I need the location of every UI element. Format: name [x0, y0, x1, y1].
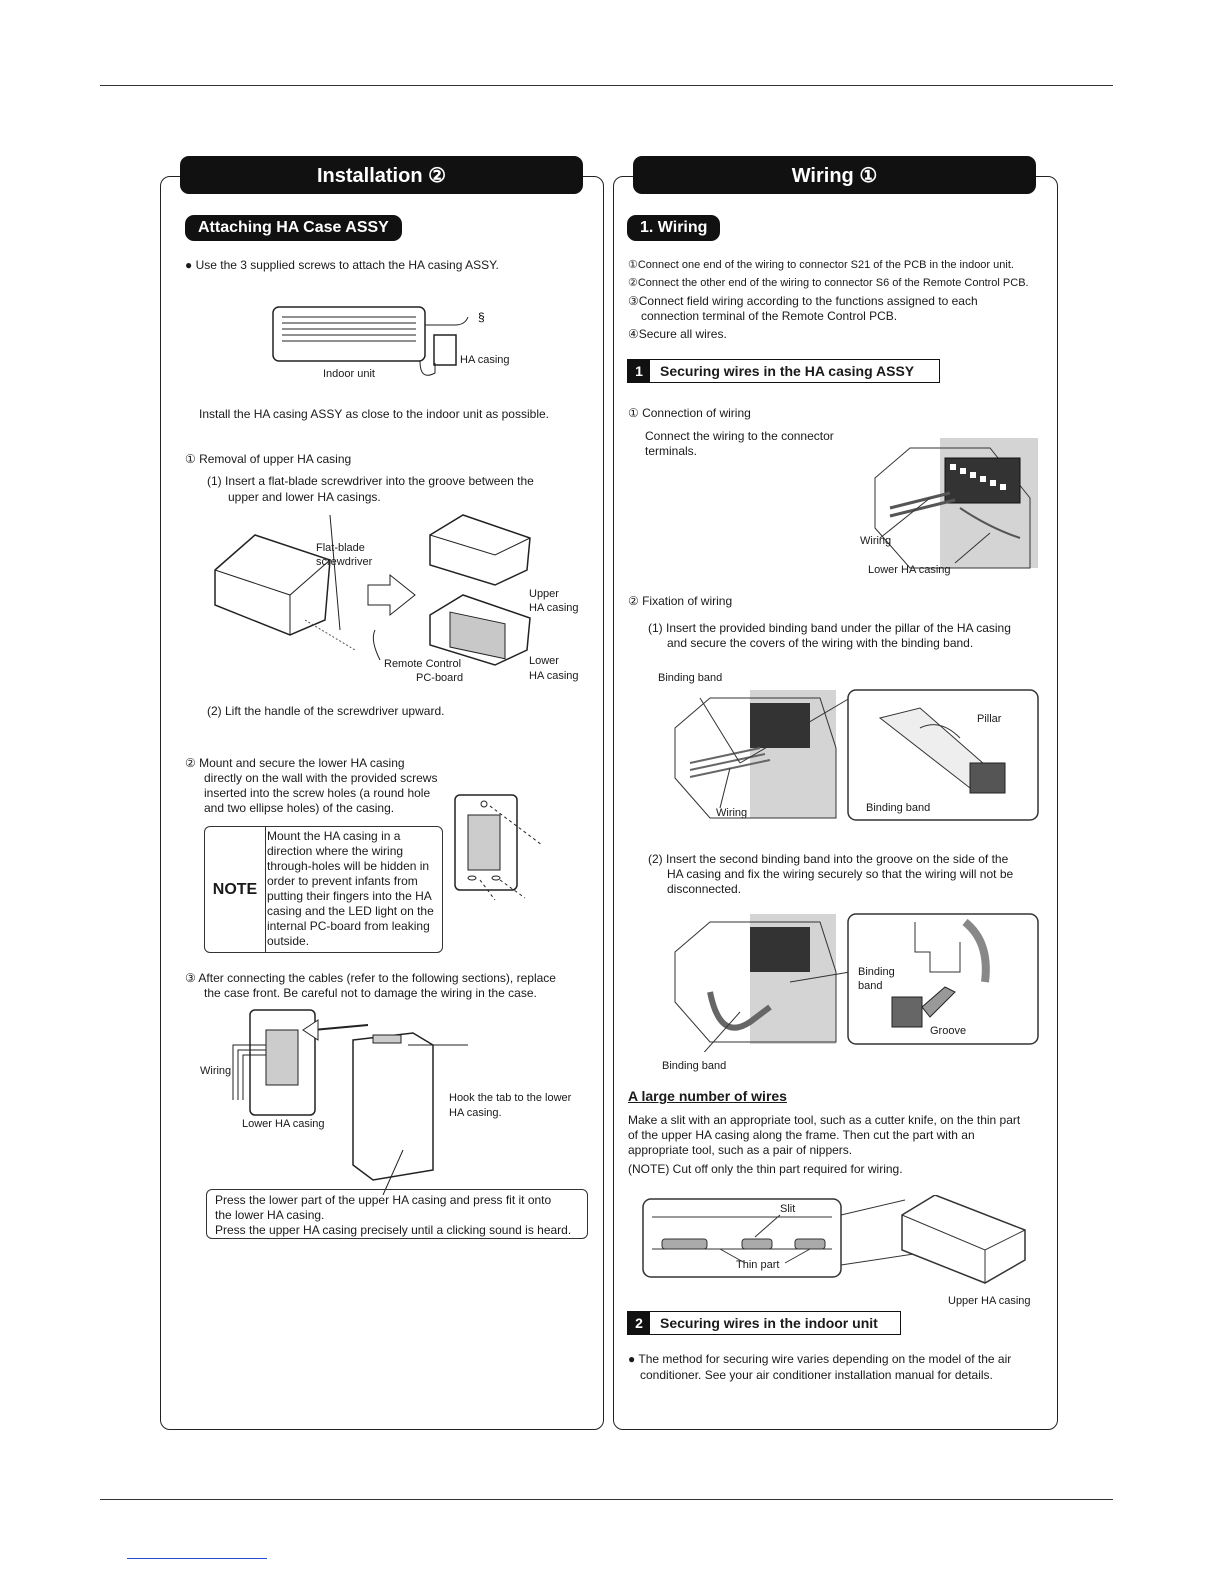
- step2-line-4: and two ellipse holes) of the casing.: [204, 801, 395, 815]
- fig2-remote-1: Remote Control: [384, 658, 462, 670]
- note-label: NOTE: [205, 827, 266, 952]
- step3-line-b: the case front. Be careful not to damage the wiring in the case.: [204, 986, 537, 1000]
- step1-1-line-b: upper and lower HA casings.: [228, 490, 381, 504]
- bottom-rule: [100, 1499, 1113, 1500]
- press-line-3: Press the upper HA casing precisely until a clicking sound is heard.: [215, 1223, 572, 1237]
- box2-title: Securing wires in the indoor unit: [660, 1315, 878, 1331]
- lower-casing-wall-figure: [450, 790, 550, 905]
- removal-figure: [205, 510, 535, 690]
- wiring-section-title: 1. Wiring: [627, 215, 720, 241]
- wiring-item-1: ①Connect one end of the wiring to connector S21 of the PCB in the indoor unit.: [628, 259, 1014, 271]
- note-text: Mount the HA casing in a direction where the wiring through-holes will be hidden in order to prevent infants from putting their fingers into the HA casing and the LED light on the internal PC-board from leaking outside.: [267, 829, 434, 948]
- fix2-line-a: (2) Insert the second binding band into the groove on the side of the: [648, 852, 1009, 866]
- fix1-line-a: (1) Insert the provided binding band under the pillar of the HA casing: [648, 621, 1011, 635]
- fix2-line-c: disconnected.: [667, 882, 742, 896]
- box1-heading: [627, 359, 940, 383]
- fig3-hook-1: Hook the tab to the lower: [449, 1092, 572, 1104]
- step1-2: (2) Lift the handle of the screwdriver upward.: [207, 704, 445, 718]
- indoor-unit-figure: [270, 305, 530, 385]
- note-box: [204, 826, 443, 953]
- box2-number: 2: [628, 1312, 650, 1334]
- step3-line-a: ③ After connecting the cables (refer to the following sections), replace: [185, 971, 556, 985]
- step2-line-2: directly on the wall with the provided screws: [204, 771, 438, 785]
- fig5-pillar: Pillar: [977, 713, 1002, 725]
- step2-line-1: ② Mount and secure the lower HA casing: [185, 756, 405, 770]
- replace-front-figure: [228, 1005, 478, 1195]
- wiring-item-3: ③Connect field wiring according to the functions assigned to each: [628, 294, 978, 308]
- top-rule: [100, 85, 1113, 86]
- connection-title: ① Connection of wiring: [628, 406, 751, 420]
- press-line-2: the lower HA casing.: [215, 1208, 325, 1222]
- footer-link-line[interactable]: [127, 1558, 267, 1559]
- wiring-item-4: ④Secure all wires.: [628, 327, 727, 341]
- fig2-flat-blade-2: screwdriver: [316, 556, 373, 568]
- press-line-1: Press the lower part of the upper HA casing and press fit it onto: [215, 1193, 552, 1207]
- fig2-upper-2: HA casing: [529, 602, 579, 614]
- large-line-2: of the upper HA casing along the frame. Then cut the part with an: [628, 1128, 975, 1142]
- fig5-binding-band: Binding band: [866, 802, 931, 814]
- box2-heading: [627, 1311, 901, 1335]
- step2-line-3: inserted into the screw holes (a round hole: [204, 786, 431, 800]
- wiring-item-3b: connection terminal of the Remote Control PCB.: [641, 309, 898, 323]
- fig6-binding-2: band: [858, 980, 883, 992]
- slit-figure: [640, 1195, 1032, 1300]
- fig3-lower-ha: Lower HA casing: [242, 1118, 325, 1130]
- box1-title: Securing wires in the HA casing ASSY: [660, 363, 915, 379]
- large-note: (NOTE) Cut off only the thin part required for wiring.: [628, 1162, 903, 1176]
- wiring-header: Wiring ①: [633, 156, 1036, 194]
- fig2-upper-1: Upper: [529, 588, 559, 600]
- install-close-note: Install the HA casing ASSY as close to the indoor unit as possible.: [199, 407, 549, 421]
- fig5-binding-band-top: Binding band: [658, 672, 723, 684]
- fig6-binding-band-bottom: Binding band: [662, 1060, 727, 1072]
- connection-line-1: Connect the wiring to the connector: [645, 429, 834, 443]
- connection-line-2: terminals.: [645, 444, 698, 458]
- step1-1-line-a: (1) Insert a flat-blade screwdriver into the groove between the: [207, 474, 534, 488]
- fix1-line-b: and secure the covers of the wiring with the binding band.: [667, 636, 974, 650]
- fig5-wiring: Wiring: [716, 807, 748, 819]
- fig2-lower-2: HA casing: [529, 670, 579, 682]
- fig3-hook-2: HA casing.: [449, 1107, 502, 1119]
- groove-figure: [670, 912, 1042, 1052]
- fix2-line-b: HA casing and fix the wiring securely so that the wiring will not be: [667, 867, 1014, 881]
- step1-title: ① Removal of upper HA casing: [185, 452, 352, 466]
- svg-text:§: §: [478, 310, 485, 324]
- connector-figure: [870, 438, 1038, 578]
- fig7-upper-ha: Upper HA casing: [948, 1295, 1031, 1307]
- large-line-1: Make a slit with an appropriate tool, such as a cutter knife, on the thin part: [628, 1113, 1021, 1127]
- fig3-wiring: Wiring: [200, 1065, 232, 1077]
- fig4-wiring: Wiring: [860, 535, 892, 547]
- fig1-ha-casing-label: HA casing: [460, 354, 510, 366]
- fig7-slit: Slit: [780, 1203, 796, 1215]
- box1-number: 1: [628, 360, 650, 382]
- fig6-groove: Groove: [930, 1025, 967, 1037]
- attaching-section-title: Attaching HA Case ASSY: [185, 215, 402, 241]
- large-wires-title: A large number of wires: [628, 1088, 787, 1104]
- large-line-3: appropriate tool, such as a pair of nippers.: [628, 1143, 853, 1157]
- fig4-lower-ha: Lower HA casing: [868, 564, 951, 576]
- fig1-indoor-unit-label: Indoor unit: [323, 368, 375, 380]
- installation-header: Installation ②: [180, 156, 583, 194]
- fig6-binding-1: Binding: [858, 966, 895, 978]
- bullet-method-1: ● The method for securing wire varies depending on the model of the air: [628, 1352, 1012, 1366]
- fig2-remote-2: PC-board: [416, 672, 464, 684]
- press-fit-box: [206, 1189, 588, 1239]
- fig2-lower-1: Lower: [529, 655, 559, 667]
- fixation-title: ② Fixation of wiring: [628, 594, 733, 608]
- bullet-screws: ● Use the 3 supplied screws to attach the HA casing ASSY.: [185, 258, 499, 272]
- wiring-item-2: ②Connect the other end of the wiring to connector S6 of the Remote Control PCB.: [628, 277, 1029, 289]
- fig2-flat-blade-1: Flat-blade: [316, 542, 365, 554]
- fig7-thin-part: Thin part: [736, 1259, 780, 1271]
- binding-band-figure: [670, 688, 1042, 823]
- bullet-method-2: conditioner. See your air conditioner installation manual for details.: [640, 1368, 993, 1382]
